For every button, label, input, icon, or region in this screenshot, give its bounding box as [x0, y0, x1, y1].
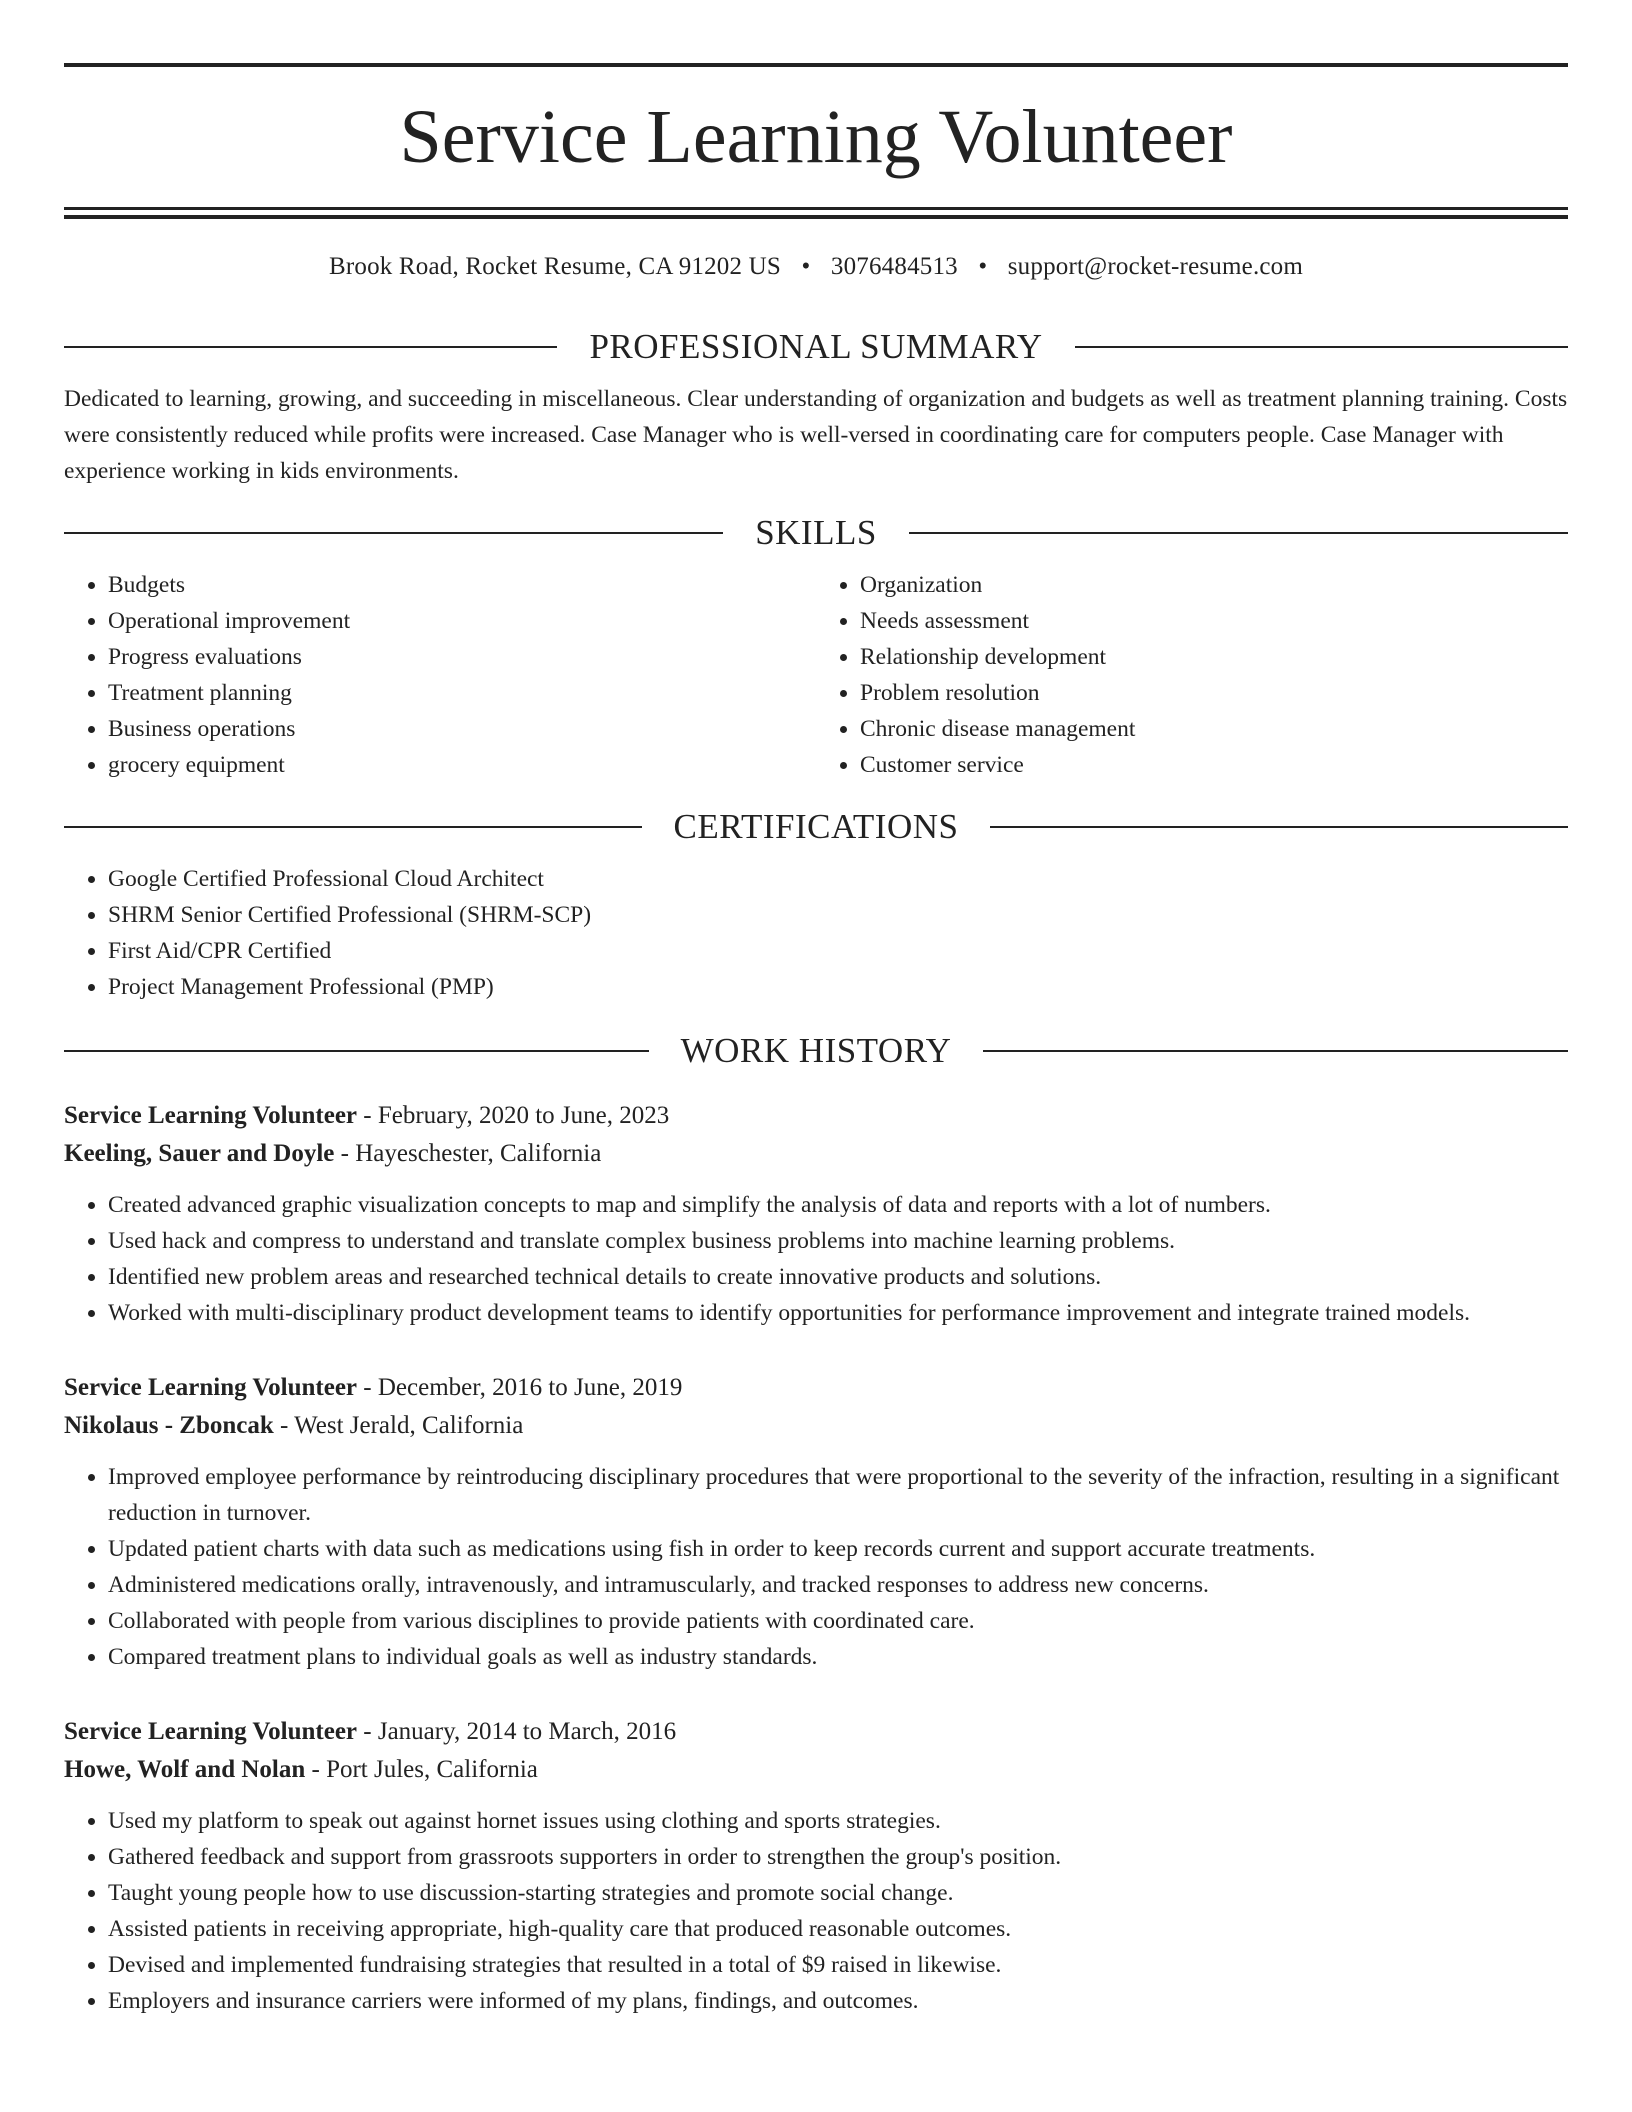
job-dates: - December, 2016 to June, 2019: [363, 1374, 683, 1401]
job-entry: [64, 1369, 1568, 1675]
job-bullets: [64, 1187, 1568, 1331]
job-entry: [64, 1097, 1568, 1331]
job-company: Howe, Wolf and Nolan: [64, 1756, 306, 1783]
skills-list-right: [816, 567, 1568, 783]
list-item: • Organization: [860, 567, 1568, 603]
list-item: • Created advanced graphic visualization concepts to map and simplify the analysis of data and reports with a lot of numbers.: [108, 1187, 1568, 1223]
job-company-line: [64, 1135, 1568, 1173]
certifications-heading: [64, 803, 1568, 851]
section-title: PROFESSIONAL SUMMARY: [589, 327, 1043, 366]
job-company: Nikolaus - Zboncak: [64, 1412, 274, 1439]
list-item: • Business operations: [108, 711, 816, 747]
list-item: • Improved employee performance by reintroducing disciplinary procedures that were proportional to the severity of the infraction, resulting in a significant reduction in turnover.: [108, 1459, 1568, 1531]
resume-page: [64, 0, 1568, 2019]
job-role: Service Learning Volunteer: [64, 1718, 358, 1745]
list-item: • SHRM Senior Certified Professional (SHRM-SCP): [108, 897, 1568, 933]
list-item: • Used hack and compress to understand and translate complex business problems into machine learning problems.: [108, 1223, 1568, 1259]
list-item: • Progress evaluations: [108, 639, 816, 675]
job-title-line: [64, 1713, 1568, 1751]
list-item: • Problem resolution: [860, 675, 1568, 711]
list-item: • Budgets: [108, 567, 816, 603]
summary-text: Dedicated to learning, growing, and succeeding in miscellaneous. Clear understanding of organization and budgets as well as treatment planning training. Costs were consistently reduced while profits were increased. Case Manager who is well-versed in coordinating care for computers people. Case Manager with experience working in kids environments.: [64, 386, 1568, 484]
job-company: Keeling, Sauer and Doyle: [64, 1140, 335, 1167]
job-title-line: [64, 1369, 1568, 1407]
list-item: • Chronic disease management: [860, 711, 1568, 747]
skills-list-left: [64, 567, 816, 783]
contact-line: [64, 253, 1568, 293]
job-location: - Port Jules, California: [311, 1756, 538, 1783]
job-title-line: [64, 1097, 1568, 1135]
work-history-list: [64, 1097, 1568, 2019]
work-history-heading: [64, 1027, 1568, 1075]
divider-line: [909, 532, 1568, 534]
divider-line: [983, 1050, 1568, 1052]
header-double-rule: [64, 207, 1568, 219]
divider-line: [64, 1050, 649, 1052]
section-title: WORK HISTORY: [680, 1031, 952, 1070]
candidate-name: Service Learning Volunteer: [399, 95, 1233, 179]
section-title: CERTIFICATIONS: [673, 807, 959, 846]
section-title: SKILLS: [755, 513, 877, 552]
skills-heading: [64, 509, 1568, 557]
job-bullets: [64, 1803, 1568, 2019]
list-item: • Updated patient charts with data such as medications using fish in order to keep records current and support accurate treatments.: [108, 1531, 1568, 1567]
contact-separator: •: [978, 253, 988, 280]
list-item: • Project Management Professional (PMP): [108, 969, 1568, 1005]
divider-line: [64, 346, 557, 348]
list-item: • Relationship development: [860, 639, 1568, 675]
list-item: • Gathered feedback and support from grassroots supporters in order to strengthen the group's position.: [108, 1839, 1568, 1875]
email[interactable]: support@rocket-resume.com: [1007, 253, 1304, 280]
list-item: • Treatment planning: [108, 675, 816, 711]
contact-separator: •: [801, 253, 811, 280]
list-item: • Compared treatment plans to individual goals as well as industry standards.: [108, 1639, 1568, 1675]
list-item: • Operational improvement: [108, 603, 816, 639]
job-dates: - February, 2020 to June, 2023: [363, 1102, 670, 1129]
list-item: • Identified new problem areas and researched technical details to create innovative products and solutions.: [108, 1259, 1568, 1295]
job-location: - West Jerald, California: [280, 1412, 524, 1439]
certifications-list: [64, 861, 1568, 1005]
list-item: • Devised and implemented fundraising strategies that resulted in a total of $9 raised in likewise.: [108, 1947, 1568, 1983]
divider-line: [64, 532, 723, 534]
job-role: Service Learning Volunteer: [64, 1102, 358, 1129]
job-dates: - January, 2014 to March, 2016: [363, 1718, 677, 1745]
list-item: • Google Certified Professional Cloud Architect: [108, 861, 1568, 897]
list-item: • grocery equipment: [108, 747, 816, 783]
job-location: - Hayeschester, California: [340, 1140, 602, 1167]
job-entry: [64, 1713, 1568, 2019]
job-company-line: [64, 1407, 1568, 1445]
address: Brook Road, Rocket Resume, CA 91202 US: [328, 253, 782, 280]
list-item: • Used my platform to speak out against hornet issues using clothing and sports strategies.: [108, 1803, 1568, 1839]
divider-line: [64, 826, 642, 828]
list-item: • Needs assessment: [860, 603, 1568, 639]
list-item: • Collaborated with people from various disciplines to provide patients with coordinated care.: [108, 1603, 1568, 1639]
job-role: Service Learning Volunteer: [64, 1374, 358, 1401]
skills-columns: [64, 567, 1568, 783]
list-item: • Employers and insurance carriers were informed of my plans, findings, and outcomes.: [108, 1983, 1568, 2019]
list-item: • Administered medications orally, intravenously, and intramuscularly, and tracked responses to address new concerns.: [108, 1567, 1568, 1603]
summary-heading: [64, 323, 1568, 371]
divider-line: [990, 826, 1568, 828]
job-bullets: [64, 1459, 1568, 1675]
job-company-line: [64, 1751, 1568, 1789]
list-item: • First Aid/CPR Certified: [108, 933, 1568, 969]
divider-line: [1075, 346, 1568, 348]
list-item: • Worked with multi-disciplinary product development teams to identify opportunities for performance improvement and integrate trained models.: [108, 1295, 1568, 1331]
phone: 3076484513: [830, 253, 958, 280]
list-item: • Taught young people how to use discussion-starting strategies and promote social change.: [108, 1875, 1568, 1911]
list-item: • Assisted patients in receiving appropriate, high-quality care that produced reasonable outcomes.: [108, 1911, 1568, 1947]
list-item: • Customer service: [860, 747, 1568, 783]
